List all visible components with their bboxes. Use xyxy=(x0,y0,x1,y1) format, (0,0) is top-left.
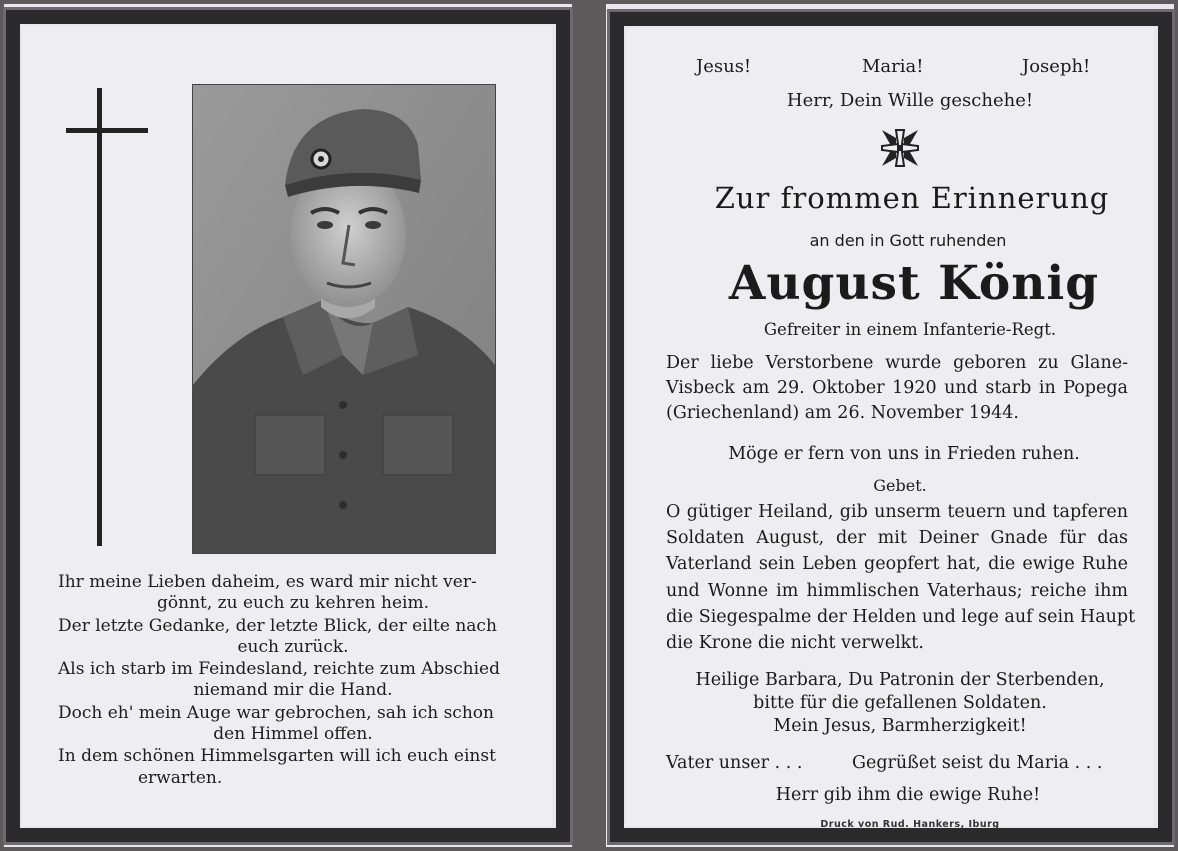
invocation-maria: Maria! xyxy=(862,56,924,77)
poem-line: In dem schönen Himmelsgarten will ich euch einst xyxy=(58,746,496,767)
poem-line: Doch eh' mein Auge war gebrochen, sah ich schon xyxy=(58,702,494,723)
prayer-line: Vaterland sein Leben geopfert hat, die ewige Ruhe xyxy=(666,554,1128,575)
poem-stanza xyxy=(58,659,528,702)
prayer-line: O gütiger Heiland, gib unserm teuern und tapferen xyxy=(666,502,1128,522)
biography xyxy=(666,351,1128,426)
bio-line: Visbeck am 29. Oktober 1920 und starb in Popega xyxy=(666,378,1128,398)
prayer xyxy=(666,499,1136,656)
iron-cross-icon xyxy=(878,126,922,170)
rest-wish: Möge er fern von uns in Frieden ruhen. xyxy=(728,444,1080,464)
bio-line: Der liebe Verstorbene wurde geboren zu Glane- xyxy=(666,353,1128,373)
hail-mary-text: Gegrüßet seist du Maria . . . xyxy=(852,753,1103,773)
prayer-line: Soldaten August, der mit Deiner Gnade für das xyxy=(666,528,1128,549)
poem-line: niemand mir die Hand. xyxy=(193,680,393,701)
poem-line: euch zurück. xyxy=(237,636,349,657)
prayer-line: und Wonne im himmlischen Vaterhaus; reiche ihm xyxy=(666,580,1128,601)
poem xyxy=(58,572,528,790)
heading: Zur frommen Erinnerung xyxy=(714,181,1110,215)
barbara-line: Mein Jesus, Barmherzigkeit! xyxy=(773,716,1027,736)
poem-line: gönnt, zu euch zu kehren heim. xyxy=(157,593,429,614)
cross-icon-horizontal xyxy=(66,128,148,133)
prayer-line: die Krone die nicht verwelkt. xyxy=(666,633,924,654)
right-card xyxy=(606,4,1174,847)
deceased-name: August König xyxy=(728,256,1100,311)
poem-stanza xyxy=(58,616,528,659)
poem-stanza xyxy=(58,746,528,789)
invocation-names xyxy=(696,56,1096,80)
barbara-line: bitte für die gefallenen Soldaten. xyxy=(753,693,1047,713)
soldier-portrait-photo xyxy=(192,84,496,554)
poem-line: Der letzte Gedanke, der letzte Blick, der eilte nach xyxy=(58,615,497,636)
barbara-invocation xyxy=(606,669,1174,738)
cross-icon-vertical xyxy=(97,88,102,546)
barbara-line: Heilige Barbara, Du Patronin der Sterbenden, xyxy=(695,670,1105,690)
our-father-text: Vater unser . . . xyxy=(666,753,803,773)
poem-line: Ihr meine Lieben daheim, es ward mir nicht ver- xyxy=(58,572,477,592)
eternal-rest-text: Herr gib ihm die ewige Ruhe! xyxy=(775,785,1041,805)
will-text: Herr, Dein Wille geschehe! xyxy=(786,90,1034,111)
poem-line: Als ich starb im Feindesland, reichte zum Abschied xyxy=(58,659,500,680)
subheading: an den in Gott ruhenden xyxy=(809,231,1007,250)
poem-line: erwarten. xyxy=(138,767,223,788)
poem-line: den Himmel offen. xyxy=(213,724,373,745)
poem-stanza xyxy=(58,572,528,615)
left-card xyxy=(4,4,572,847)
prayer-title: Gebet. xyxy=(873,476,927,495)
poem-stanza xyxy=(58,703,528,746)
bio-line: (Griechenland) am 26. November 1944. xyxy=(666,403,1019,423)
rank-text: Gefreiter in einem Infanterie-Regt. xyxy=(763,320,1057,339)
prayer-line: die Siegespalme der Helden und lege auf sein Haupt xyxy=(666,606,1136,627)
soldier-portrait-image xyxy=(193,85,495,553)
invocation-jesus: Jesus! xyxy=(696,56,752,77)
printer-credit: Druck von Rud. Hankers, Iburg xyxy=(820,819,1000,830)
invocation-joseph: Joseph! xyxy=(1022,56,1091,77)
